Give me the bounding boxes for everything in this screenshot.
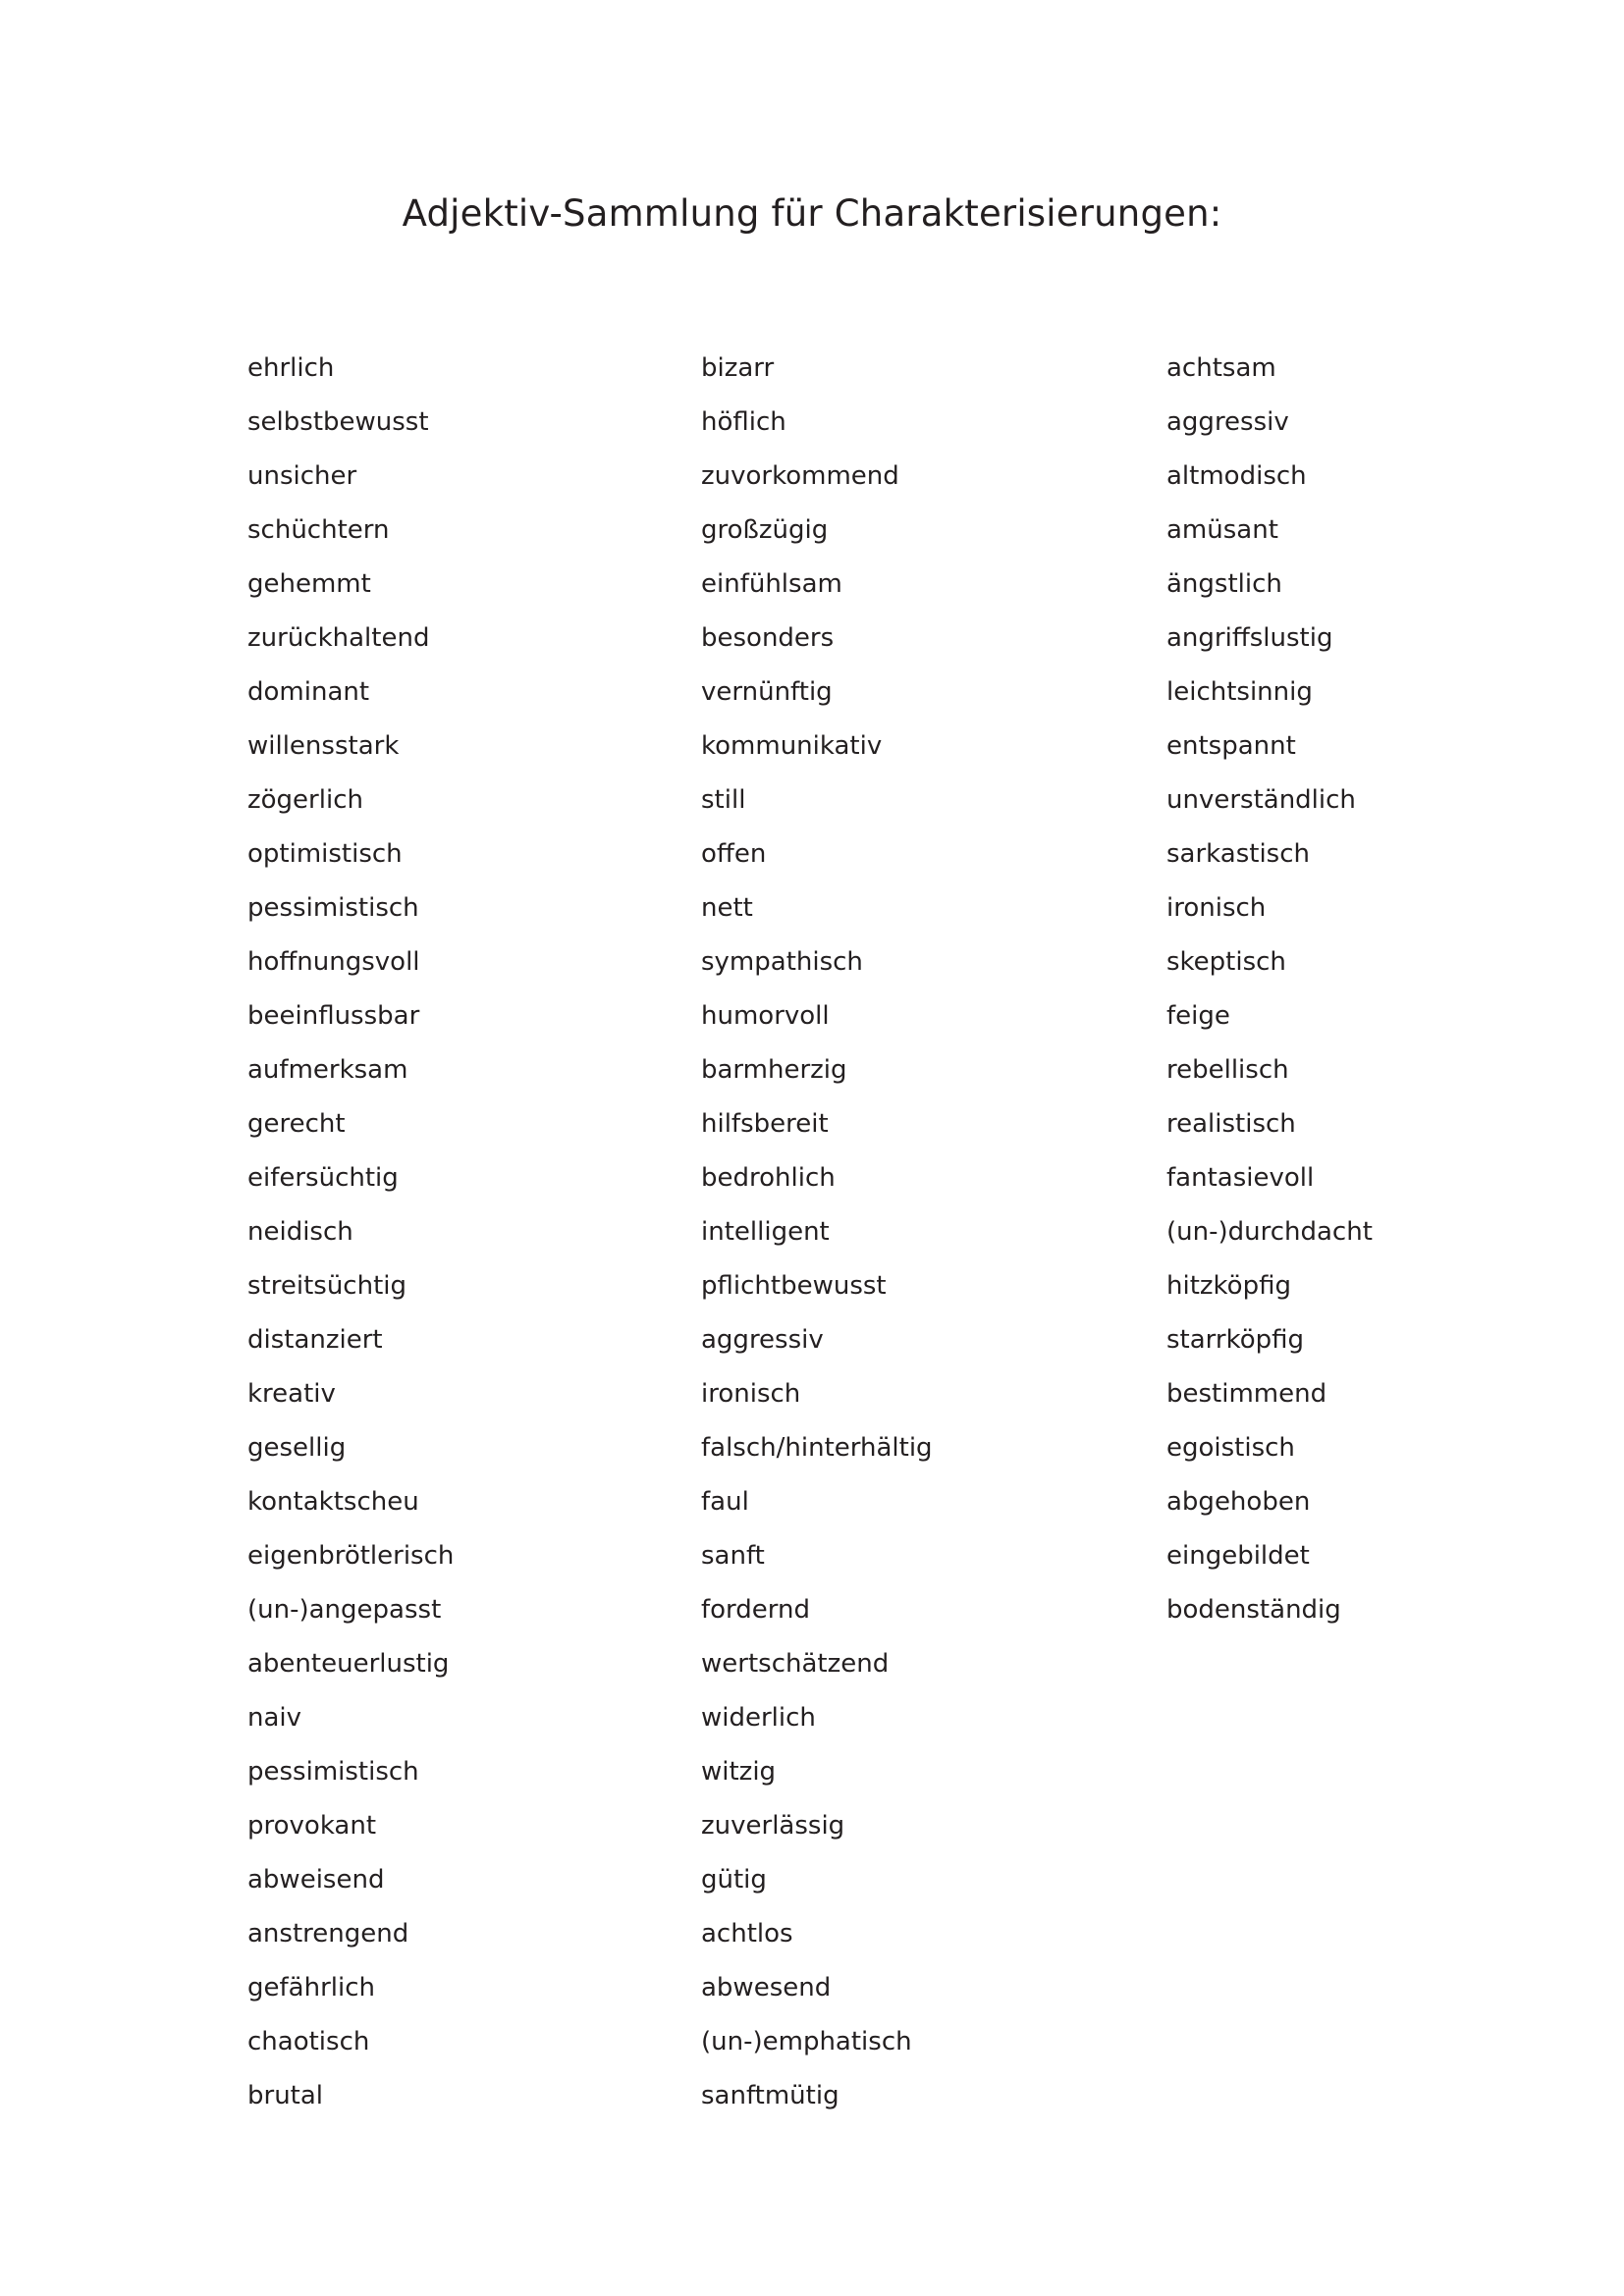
adjective-item: bestimmend xyxy=(1166,1379,1327,1409)
adjective-item: hilfsbereit xyxy=(701,1109,829,1139)
adjective-item: naiv xyxy=(247,1703,302,1733)
adjective-item: bedrohlich xyxy=(701,1163,836,1193)
adjective-item: realistisch xyxy=(1166,1109,1296,1139)
adjective-item: ehrlich xyxy=(247,353,335,383)
adjective-item: ironisch xyxy=(1166,893,1267,923)
adjective-item: abwesend xyxy=(701,1973,832,2002)
adjective-item: (un-)angepasst xyxy=(247,1595,442,1625)
adjective-item: zuverlässig xyxy=(701,1811,845,1841)
adjective-item: starrköpfig xyxy=(1166,1325,1305,1355)
adjective-item: besonders xyxy=(701,623,835,653)
adjective-item: einfühlsam xyxy=(701,569,842,599)
adjective-item: distanziert xyxy=(247,1325,383,1355)
adjective-item: bizarr xyxy=(701,353,775,383)
adjective-item: dominant xyxy=(247,677,370,707)
adjective-item: achtsam xyxy=(1166,353,1276,383)
adjective-item: widerlich xyxy=(701,1703,816,1733)
adjective-item: abgehoben xyxy=(1166,1487,1311,1517)
adjective-item: skeptisch xyxy=(1166,947,1286,977)
adjective-item: kontaktscheu xyxy=(247,1487,419,1517)
adjective-item: provokant xyxy=(247,1811,377,1841)
adjective-item: sympathisch xyxy=(701,947,863,977)
adjective-item: abweisend xyxy=(247,1865,385,1895)
adjective-item: zuvorkommend xyxy=(701,461,899,491)
adjective-item: unsicher xyxy=(247,461,357,491)
adjective-item: pessimistisch xyxy=(247,893,419,923)
adjective-item: sanft xyxy=(701,1541,765,1571)
adjective-item: gütig xyxy=(701,1865,767,1895)
adjective-item: falsch/hinterhältig xyxy=(701,1433,933,1463)
adjective-item: willensstark xyxy=(247,731,400,761)
adjective-item: rebellisch xyxy=(1166,1055,1289,1085)
adjective-item: wertschätzend xyxy=(701,1649,890,1679)
adjective-item: (un-)durchdacht xyxy=(1166,1217,1373,1247)
adjective-item: pflichtbewusst xyxy=(701,1271,887,1301)
adjective-item: zögerlich xyxy=(247,785,363,815)
adjective-item: witzig xyxy=(701,1757,777,1787)
adjective-item: streitsüchtig xyxy=(247,1271,406,1301)
adjective-item: ängstlich xyxy=(1166,569,1282,599)
adjective-item: zurückhaltend xyxy=(247,623,430,653)
adjective-item: vernünftig xyxy=(701,677,833,707)
adjective-item: humorvoll xyxy=(701,1001,830,1031)
adjective-column-3 xyxy=(1166,342,1500,1637)
adjective-item: optimistisch xyxy=(247,839,403,869)
adjective-item: leichtsinnig xyxy=(1166,677,1313,707)
adjective-item: brutal xyxy=(247,2081,324,2110)
adjective-item: feige xyxy=(1166,1001,1230,1031)
adjective-item: gerecht xyxy=(247,1109,346,1139)
adjective-item: höflich xyxy=(701,407,786,437)
adjective-item: barmherzig xyxy=(701,1055,847,1085)
adjective-item: eigenbrötlerisch xyxy=(247,1541,455,1571)
page-title: Adjektiv-Sammlung für Charakterisierungen: xyxy=(402,192,1222,235)
adjective-item: aufmerksam xyxy=(247,1055,408,1085)
adjective-item: aggressiv xyxy=(1166,407,1289,437)
adjective-item: aggressiv xyxy=(701,1325,824,1355)
adjective-item: egoistisch xyxy=(1166,1433,1295,1463)
adjective-item: eingebildet xyxy=(1166,1541,1310,1571)
adjective-item: abenteuerlustig xyxy=(247,1649,450,1679)
adjective-item: offen xyxy=(701,839,767,869)
adjective-item: selbstbewusst xyxy=(247,407,429,437)
adjective-item: nett xyxy=(701,893,753,923)
adjective-item: ironisch xyxy=(701,1379,801,1409)
adjective-item: beeinflussbar xyxy=(247,1001,420,1031)
adjective-item: hitzköpfig xyxy=(1166,1271,1291,1301)
adjective-item: gesellig xyxy=(247,1433,347,1463)
adjective-item: schüchtern xyxy=(247,515,390,545)
adjective-item: chaotisch xyxy=(247,2027,370,2056)
adjective-item: (un-)emphatisch xyxy=(701,2027,912,2056)
adjective-item: gefährlich xyxy=(247,1973,375,2002)
adjective-item: entspannt xyxy=(1166,731,1296,761)
adjective-item: eifersüchtig xyxy=(247,1163,399,1193)
adjective-item: faul xyxy=(701,1487,749,1517)
adjective-item: bodenständig xyxy=(1166,1595,1341,1625)
adjective-item: kreativ xyxy=(247,1379,336,1409)
adjective-item: angriffslustig xyxy=(1166,623,1333,653)
adjective-item: gehemmt xyxy=(247,569,371,599)
adjective-item: altmodisch xyxy=(1166,461,1307,491)
adjective-item: anstrengend xyxy=(247,1919,409,1949)
adjective-columns xyxy=(0,342,1624,2158)
adjective-item: sarkastisch xyxy=(1166,839,1310,869)
adjective-item: großzügig xyxy=(701,515,829,545)
adjective-item: sanftmütig xyxy=(701,2081,839,2110)
adjective-item: still xyxy=(701,785,746,815)
adjective-item: amüsant xyxy=(1166,515,1278,545)
adjective-item: pessimistisch xyxy=(247,1757,419,1787)
adjective-item: hoffnungsvoll xyxy=(247,947,420,977)
adjective-column-1 xyxy=(247,342,542,2123)
adjective-column-2 xyxy=(701,342,1015,2123)
adjective-item: unverständlich xyxy=(1166,785,1356,815)
adjective-item: fantasievoll xyxy=(1166,1163,1315,1193)
adjective-item: intelligent xyxy=(701,1217,830,1247)
adjective-item: neidisch xyxy=(247,1217,353,1247)
adjective-item: fordernd xyxy=(701,1595,811,1625)
adjective-item: kommunikativ xyxy=(701,731,883,761)
adjective-item: achtlos xyxy=(701,1919,793,1949)
